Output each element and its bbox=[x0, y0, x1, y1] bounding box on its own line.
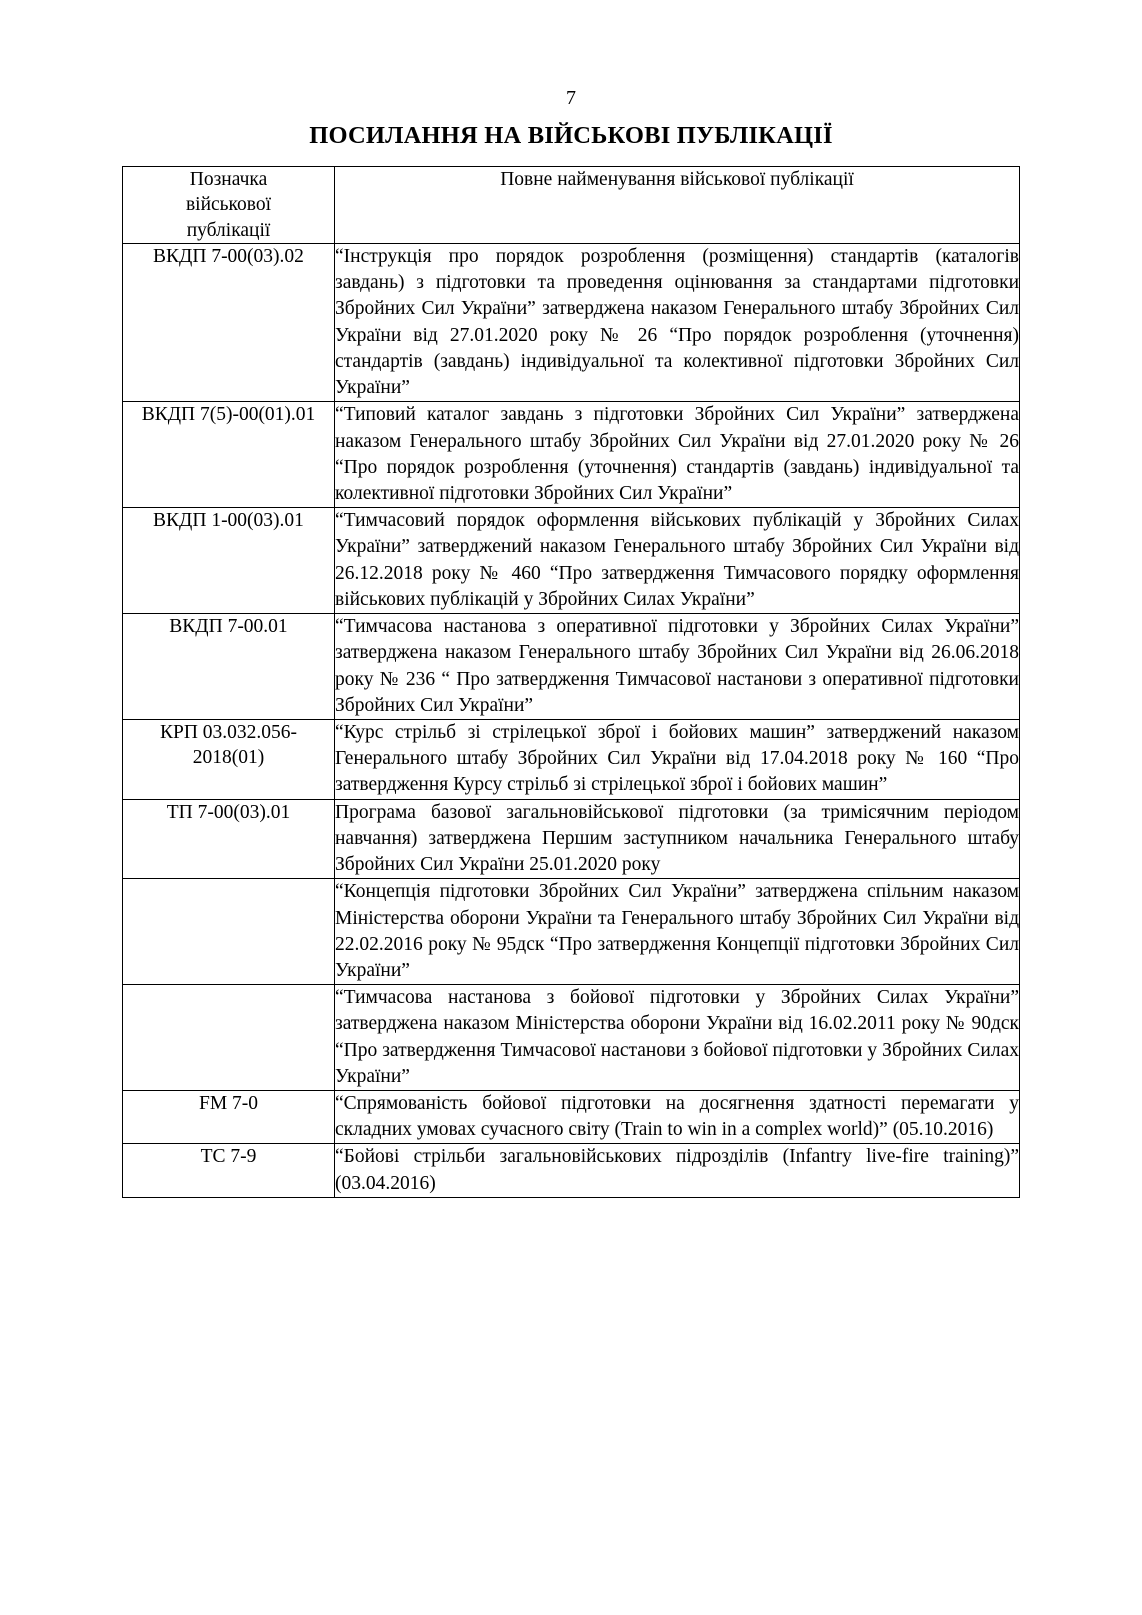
table-row bbox=[123, 1144, 1020, 1197]
table-header-row bbox=[123, 167, 1020, 244]
column-header-code-line-1: Позначка bbox=[189, 169, 268, 190]
column-header-code-line-3: публікації bbox=[186, 219, 271, 241]
table-row bbox=[123, 508, 1020, 614]
publication-name-cell: Програма базової загальновійськової підготовки (за тримісячним періодом навчання) затверджена Першим заступником начальника Генерального штабу Збройних Сил України 25.01.2020 року bbox=[335, 799, 1020, 879]
publication-code-cell: ВКДП 7-00(03).02 bbox=[123, 244, 335, 402]
publication-code-cell bbox=[123, 985, 335, 1091]
table-row bbox=[123, 1091, 1020, 1144]
publication-code-cell bbox=[123, 879, 335, 985]
table-body bbox=[123, 244, 1020, 1198]
page-number: 7 bbox=[566, 87, 576, 109]
publication-code-cell: ТП 7-00(03).01 bbox=[123, 799, 335, 879]
table-row bbox=[123, 985, 1020, 1091]
publication-name-cell: “Тимчасовий порядок оформлення військових публікацій у Збройних Силах України” затверджений наказом Генерального штабу Збройних Сил України від 26.12.2018 року № 460 “Про затвердження Тимчасового порядку оформлення військових публікацій у Збройних Силах України” bbox=[335, 508, 1020, 614]
publication-code-line-1: КРП 03.032.056- bbox=[159, 721, 298, 743]
publication-code-cell: ВКДП 1-00(03).01 bbox=[123, 508, 335, 614]
publication-name-cell: “Інструкція про порядок розроблення (розміщення) стандартів (каталогів завдань) з підготовки та проведення оцінювання за стандартами підготовки Збройних Сил України” затверджена наказом Генерального штабу Збройних Сил України від 27.01.2020 року № 26 “Про порядок розроблення (уточнення) стандартів (завдань) індивідуальної та колективної підготовки Збройних Сил України” bbox=[335, 244, 1020, 402]
table-row bbox=[123, 719, 1020, 799]
publication-name-cell: “Типовий каталог завдань з підготовки Збройних Сил України” затверджена наказом Генерального штабу Збройних Сил України від 27.01.2020 року № 26 “Про порядок розроблення (уточнення) стандартів (завдань) індивідуальної та колективної підготовки Збройних Сил України” bbox=[335, 402, 1020, 508]
table-row bbox=[123, 244, 1020, 402]
page-title: ПОСИЛАННЯ НА ВІЙСЬКОВІ ПУБЛІКАЦІЇ bbox=[309, 122, 833, 149]
publication-code-cell: ТС 7-9 bbox=[123, 1144, 335, 1197]
publication-name-cell: “Тимчасова настанова з оперативної підготовки у Збройних Силах України” затверджена наказом Генерального штабу Збройних Сил України від 26.06.2018 року № 236 “ Про затвердження Тимчасової настанови з оперативної підготовки Збройних Сил України” bbox=[335, 614, 1020, 720]
publication-name-cell: “Курс стрільб зі стрілецької зброї і бойових машин” затверджений наказом Генерального штабу Збройних Сил України від 17.04.2018 року № 160 “Про затвердження Курсу стрільб зі стрілецької зброї і бойових машин” bbox=[335, 719, 1020, 799]
military-publications-table bbox=[122, 166, 1020, 1198]
table-row bbox=[123, 879, 1020, 985]
publication-name-cell: “Бойові стрільби загальновійськових підрозділів (Infantry live-fire training)” (03.04.2016) bbox=[335, 1144, 1020, 1197]
publication-name-cell: “Спрямованість бойової підготовки на досягнення здатності перемагати у складних умовах сучасного світу (Train to win in a complex world)” (05.10.2016) bbox=[335, 1091, 1020, 1144]
publication-code-cell: FM 7-0 bbox=[123, 1091, 335, 1144]
column-header-publication-name: Повне найменування військової публікації bbox=[335, 167, 1020, 244]
publication-code-cell: ВКДП 7-00.01 bbox=[123, 614, 335, 720]
publication-name-cell: “Концепція підготовки Збройних Сил України” затверджена спільним наказом Міністерства оборони України та Генерального штабу Збройних Сил України від 22.02.2016 року № 95дск “Про затвердження Концепції підготовки Збройних Сил України” bbox=[335, 879, 1020, 985]
table-row bbox=[123, 614, 1020, 720]
table-row bbox=[123, 799, 1020, 879]
column-header-code-line-2: військової bbox=[185, 194, 272, 216]
publication-code-line-2: 2018(01) bbox=[192, 747, 265, 769]
publication-name-cell: “Тимчасова настанова з бойової підготовки у Збройних Силах України” затверджена наказом Міністерства оборони України від 16.02.2011 року № 90дск “Про затвердження Тимчасової настанови з бойової підготовки у Збройних Силах України” bbox=[335, 985, 1020, 1091]
publication-code-cell bbox=[123, 719, 335, 799]
publication-code-cell: ВКДП 7(5)-00(01).01 bbox=[123, 402, 335, 508]
column-header-publication-code bbox=[123, 167, 335, 244]
table-row bbox=[123, 402, 1020, 508]
